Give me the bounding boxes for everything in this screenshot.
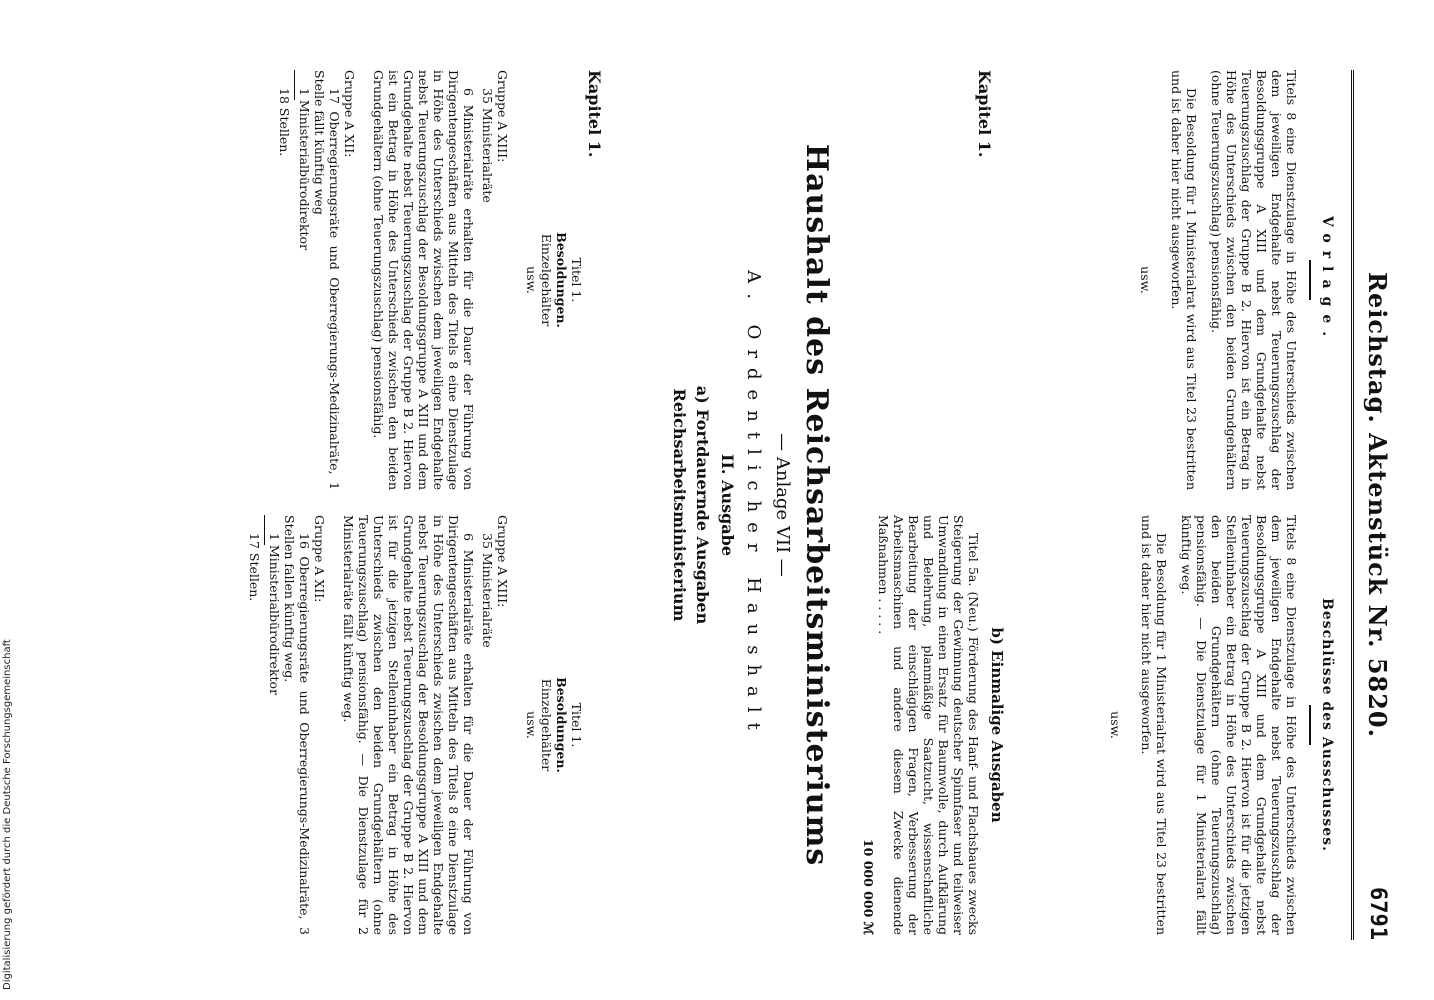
oberregierungsraete: 17 Oberregierungsräte und Oberregierungs-Medizinalräte, 1 Stelle fällt künftig weg [312, 70, 342, 490]
paragraph: Titels 8 eine Dienstzulage in Höhe des Unterschieds zwischen dem jeweiligen Endgehalte nebst Teuerungszuschlag der Besoldungsgruppe A XIII und dem Grundgehalte nebst Teuerungszuschlag der Gruppe B 2. Hiervon ist für die jetzigen Stelleninhaber ein Betrag in Höhe des Unterschieds zwischen den beiden Grundgehältern (ohne Teuerungszuschlag) pensionsfähig. — Die Dienstzulage für 1 Ministerialrat fällt künftig weg. [1179, 515, 1299, 935]
usw-text: usw. [524, 711, 539, 739]
page-number: 6791 [1365, 887, 1390, 940]
paragraph: 6 Ministerialräte erhalten für die Dauer der Führung von Dirigentengeschäften aus Mitteln des Titels 8 eine Dienstzulage in Höhe des Unterschieds zwischen dem jeweiligen Endgehalte nebst Teuerungszuschlag der Besoldungsgruppe A XIII und dem Grundgehalte nebst Teuerungszuschlag der Gruppe B 2. Hiervon ist ein Betrag in Höhe des Unterschieds zwischen den beiden Grundgehältern (ohne Teuerungszuschlag) pensionsfähig. [371, 70, 476, 490]
kapitel-heading: Kapitel 1. [585, 70, 604, 158]
upper-left-column [1138, 70, 1334, 490]
divider [1309, 705, 1311, 745]
divider [1309, 260, 1311, 300]
funding-sidenote [0, 0, 22, 1000]
paragraph: Die Besoldung für 1 Ministerialrat wird aus Titel 23 bestritten und ist daher hier nicht ausgeworfen. [1169, 70, 1199, 490]
upper-right-column [1108, 515, 1334, 935]
besoldungen-label: Besoldungen. [554, 677, 569, 773]
titel-label: Titel 1. [569, 257, 584, 303]
paragraph: Die Besoldung für 1 Ministerialrat wird aus Titel 23 bestritten und ist daher hier nicht ausgeworfen. [1139, 515, 1169, 935]
kapitel-heading: Kapitel 1. [975, 70, 994, 158]
ministerialbuerodirektor: 1 Ministerialbürodirektor [297, 88, 312, 251]
sum-rule [294, 70, 295, 100]
paragraph: Titel 5a. (Neu.) Förderung des Hanf- und Flachsbaues zwecks Steigerung der Gewinnung deutscher Spinnfaser und teilweiser Umwandlung in einen Ersatz für Baumwolle, durch Aufklärung und Belehrung, planmäßige Saatzucht, wissenschaftliche Bearbeitung der einschlägigen Fragen, Verbesserung der Arbeitsmaschinen und andere diesem Zwecke dienende Maßnahmen . . . . . [876, 515, 981, 935]
page-header [1351, 70, 1404, 940]
lower-left-column [277, 70, 584, 490]
einmalige-ausgaben-block [861, 515, 1004, 935]
haushalt-title: Haushalt des Reichsarbeitsministeriums [799, 143, 834, 867]
haushalt-title-block [670, 70, 834, 940]
ordentlicher-haushalt: A. Ordentlicher Haushalt [743, 270, 764, 740]
paragraph: 6 Ministerialräte erhalten für die Dauer der Führung von Dirigentengeschäften aus Mitteln des Titels 8 eine Dienstzulage in Höhe des Unterschieds zwischen dem jeweiligen Endgehalte nebst Teuerungszuschlag der Besoldungsgruppe A XIII und dem Grundgehalte nebst Teuerungszuschlag der Gruppe B 2. Hiervon ist für die jetzigen Stelleninhaber ein Betrag in Höhe des Unterschieds zwischen den beiden Grundgehältern (ohne Teuerungszuschlag) pensionsfähig. — Die Dienstzulage für 2 Ministerialräte fällt künftig weg. [341, 515, 476, 935]
stellen-total: 18 Stellen. [277, 88, 292, 157]
amount: 10 000 000 ℳ [861, 838, 876, 935]
ministerium-label: Reichsarbeitsministerium [670, 388, 689, 622]
stellen-total: 17 Stellen. [247, 533, 262, 602]
oberregierungsraete: 16 Oberregierungsräte und Oberregierungs-Medizinalräte, 3 Stellen fallen künftig weg. [282, 515, 312, 935]
einmalige-heading: b) Einmalige Ausgaben [988, 627, 1006, 823]
gruppe-a12: Gruppe A XII: [312, 515, 327, 603]
header-title: Reichstag. Aktenstück Nr. 5820. [1363, 272, 1392, 738]
gruppe-a12: Gruppe A XII: [342, 70, 357, 158]
einzelgehaelter-label: Einzelgehälter [539, 678, 554, 772]
usw-text: usw. [1108, 711, 1123, 739]
section-heading-vorlage: Vorlage. [1319, 215, 1335, 345]
section-heading-beschluesse: Beschlüsse des Ausschusses. [1319, 598, 1335, 852]
fortdauernde-label: a) Fortdauernde Ausgaben [693, 385, 712, 625]
usw-text: usw. [524, 266, 539, 294]
usw-text: usw. [1138, 266, 1153, 294]
paragraph: Titels 8 eine Dienstzulage in Höhe des Unterschieds zwischen dem jeweiligen Endgehalte nebst Teuerungszuschlag der Besoldungsgruppe A XIII und dem Grundgehalte nebst Teuerungszuschlag der Gruppe B 2. Hiervon ist ein Betrag in Höhe des Unterschieds zwischen den beiden Grundgehältern (ohne Teuerungszuschlag) pensionsfähig. [1209, 70, 1299, 490]
lower-right-column [247, 515, 584, 935]
anlage-label: — Anlage VII — [772, 433, 793, 577]
sum-rule [264, 515, 265, 545]
gruppe-a13: Gruppe A XIII: [495, 515, 510, 608]
titel-label: Titel 1. [569, 702, 584, 748]
ministerialraete: 35 Ministerialräte [480, 88, 495, 203]
ministerialraete: 35 Ministerialräte [480, 533, 495, 648]
ministerialbuerodirektor: 1 Ministerialbürodirektor [267, 533, 282, 696]
ausgabe-label: II. Ausgabe [718, 453, 737, 557]
sidenote-text: Digitalisierung gefördert durch die Deutsche Forschungsgemeinschaft [2, 639, 13, 990]
gruppe-a13: Gruppe A XIII: [495, 70, 510, 163]
besoldungen-label: Besoldungen. [554, 232, 569, 328]
einzelgehaelter-label: Einzelgehälter [539, 233, 554, 327]
